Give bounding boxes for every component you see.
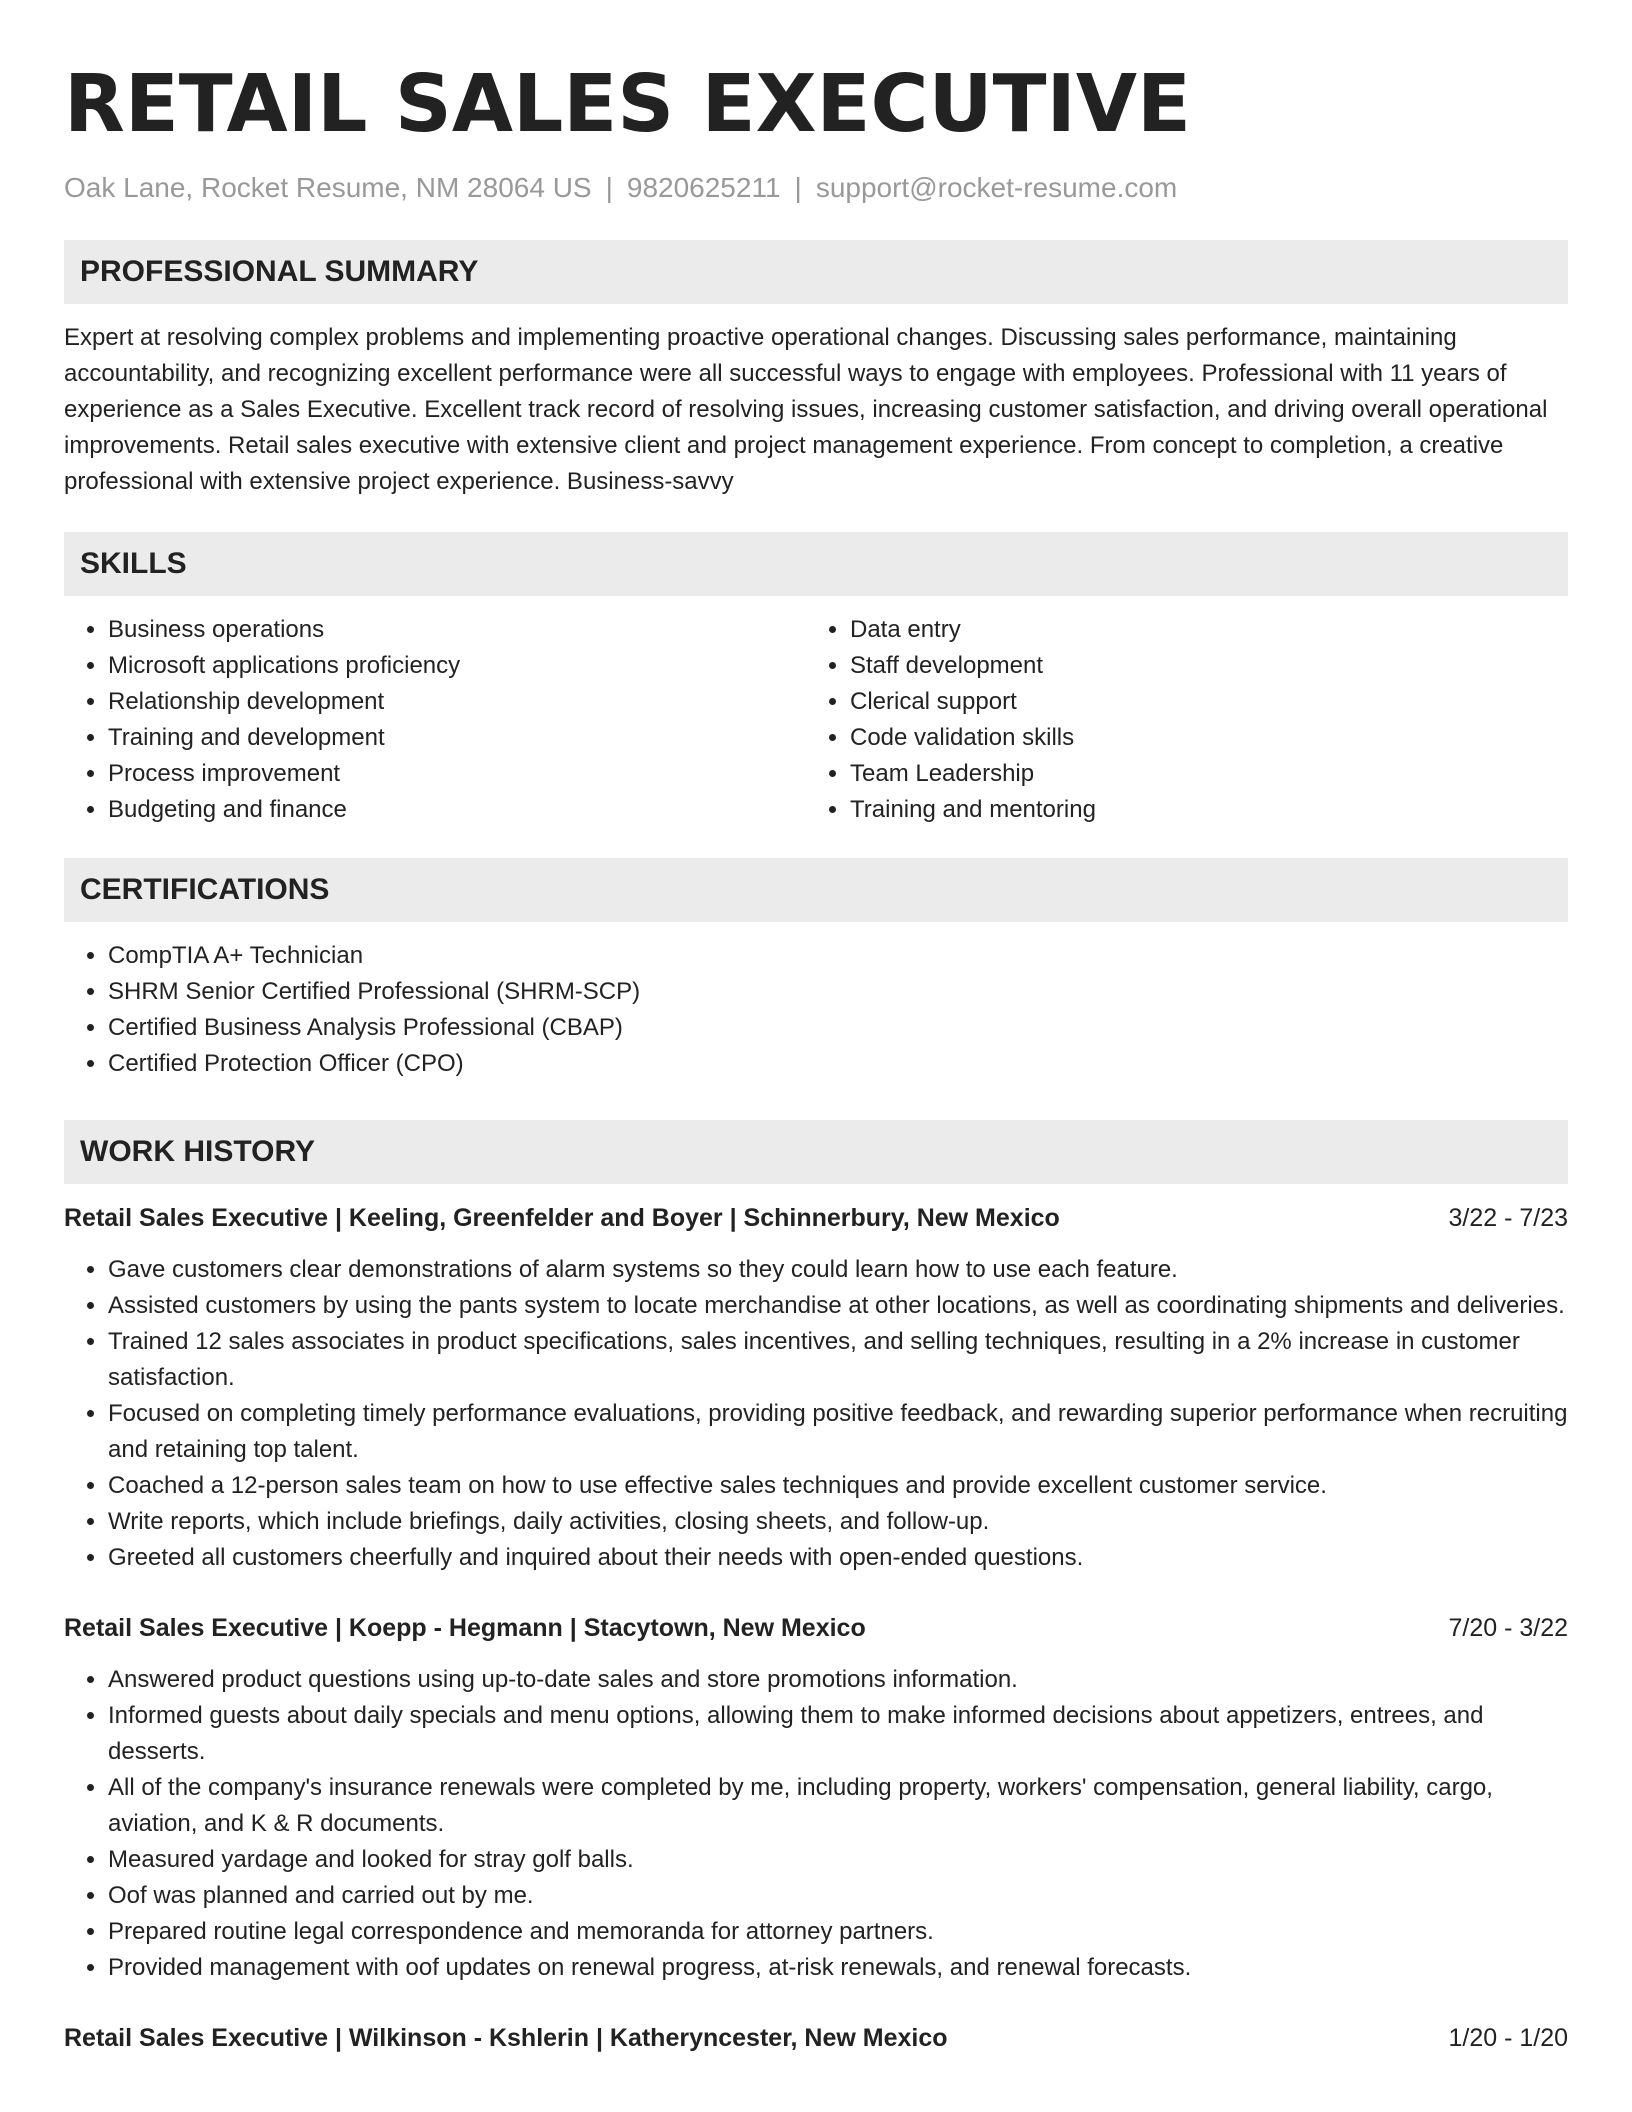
work-history-heading: WORK HISTORY	[64, 1120, 1568, 1184]
certification-item: • Certified Protection Officer (CPO)	[108, 1046, 1568, 1082]
skill-item: • Training and mentoring	[850, 792, 1548, 828]
job-bullet: • Focused on completing timely performance evaluations, providing positive feedback, and rewarding superior performance when recruiting and retaining top talent.	[108, 1396, 1568, 1468]
contact-email: support@rocket-resume.com	[815, 172, 1178, 203]
job-bullet: • Measured yardage and looked for stray golf balls.	[108, 1842, 1568, 1878]
contact-separator: |	[605, 172, 613, 203]
certification-item: • SHRM Senior Certified Professional (SHRM-SCP)	[108, 974, 1568, 1010]
skill-item: • Microsoft applications proficiency	[108, 648, 806, 684]
job-bullet: • Gave customers clear demonstrations of alarm systems so they could learn how to use each feature.	[108, 1252, 1568, 1288]
resume-name: RETAIL SALES EXECUTIVE	[64, 58, 1192, 150]
skills-column-right	[806, 612, 1548, 828]
certification-item: • CompTIA A+ Technician	[108, 938, 1568, 974]
job-header	[64, 1200, 1568, 1236]
job-bullet: • Write reports, which include briefings, daily activities, closing sheets, and follow-up.	[108, 1504, 1568, 1540]
job-title: Retail Sales Executive | Koepp - Hegmann | Stacytown, New Mexico	[64, 1614, 866, 1642]
contact-address: Oak Lane, Rocket Resume, NM 28064 US	[64, 172, 592, 203]
skill-item: • Budgeting and finance	[108, 792, 806, 828]
skill-item: • Clerical support	[850, 684, 1548, 720]
job-title: Retail Sales Executive | Keeling, Greenfelder and Boyer | Schinnerbury, New Mexico	[64, 1204, 1060, 1232]
skill-item: • Business operations	[108, 612, 806, 648]
job-bullet: • Informed guests about daily specials and menu options, allowing them to make informed decisions about appetizers, entrees, and desserts.	[108, 1698, 1568, 1770]
job-bullet: • Provided management with oof updates on renewal progress, at-risk renewals, and renewal forecasts.	[108, 1950, 1568, 1986]
skill-item: • Team Leadership	[850, 756, 1548, 792]
job-bullet: • Prepared routine legal correspondence and memoranda for attorney partners.	[108, 1914, 1568, 1950]
certifications-heading: CERTIFICATIONS	[64, 858, 1568, 922]
job-bullet: • Assisted customers by using the pants system to locate merchandise at other locations, as well as coordinating shipments and deliveries.	[108, 1288, 1568, 1324]
certifications-list	[64, 938, 1568, 1082]
job-dates: 3/22 - 7/23	[1448, 1204, 1568, 1232]
resume-page	[64, 52, 1568, 2056]
skill-item: • Data entry	[850, 612, 1548, 648]
skills-heading: SKILLS	[64, 532, 1568, 596]
skill-item: • Training and development	[108, 720, 806, 756]
certification-item: • Certified Business Analysis Professional (CBAP)	[108, 1010, 1568, 1046]
skills-list	[64, 612, 1568, 828]
job-bullet: • All of the company's insurance renewals were completed by me, including property, workers' compensation, general liability, cargo, aviation, and K & R documents.	[108, 1770, 1568, 1842]
skills-column-left	[64, 612, 806, 828]
contact-line	[64, 170, 1568, 206]
skill-item: • Staff development	[850, 648, 1548, 684]
job-bullet: • Coached a 12-person sales team on how to use effective sales techniques and provide excellent customer service.	[108, 1468, 1568, 1504]
skill-item: • Relationship development	[108, 684, 806, 720]
job-header	[64, 1610, 1568, 1646]
job-bullet: • Greeted all customers cheerfully and inquired about their needs with open-ended questions.	[108, 1540, 1568, 1576]
job-bullet: • Trained 12 sales associates in product specifications, sales incentives, and selling techniques, resulting in a 2% increase in customer satisfaction.	[108, 1324, 1568, 1396]
job-dates: 7/20 - 3/22	[1448, 1614, 1568, 1642]
job-dates: 1/20 - 1/20	[1448, 2024, 1568, 2052]
job-bullet: • Answered product questions using up-to-date sales and store promotions information.	[108, 1662, 1568, 1698]
job-title: Retail Sales Executive | Wilkinson - Kshlerin | Katheryncester, New Mexico	[64, 2024, 948, 2052]
contact-phone: 9820625211	[626, 172, 781, 203]
contact-separator: |	[794, 172, 802, 203]
skill-item: • Code validation skills	[850, 720, 1548, 756]
skill-item: • Process improvement	[108, 756, 806, 792]
job-header	[64, 2020, 1568, 2056]
job-bullets	[64, 1662, 1568, 1986]
job-bullets	[64, 1252, 1568, 1576]
summary-heading: PROFESSIONAL SUMMARY	[64, 240, 1568, 304]
job-bullet: • Oof was planned and carried out by me.	[108, 1878, 1568, 1914]
summary-text: Expert at resolving complex problems and implementing proactive operational changes. Discussing sales performance, maintaining accountability, and recognizing excellent performance were all successful ways to engage with employees. Professional with 11 years of experience as a Sales Executive. Excellent track record of resolving issues, increasing customer satisfaction, and driving overall operational improvements. Retail sales executive with extensive client and project management experience. From concept to completion, a creative professional with extensive project experience. Business-savvy	[64, 324, 1548, 495]
